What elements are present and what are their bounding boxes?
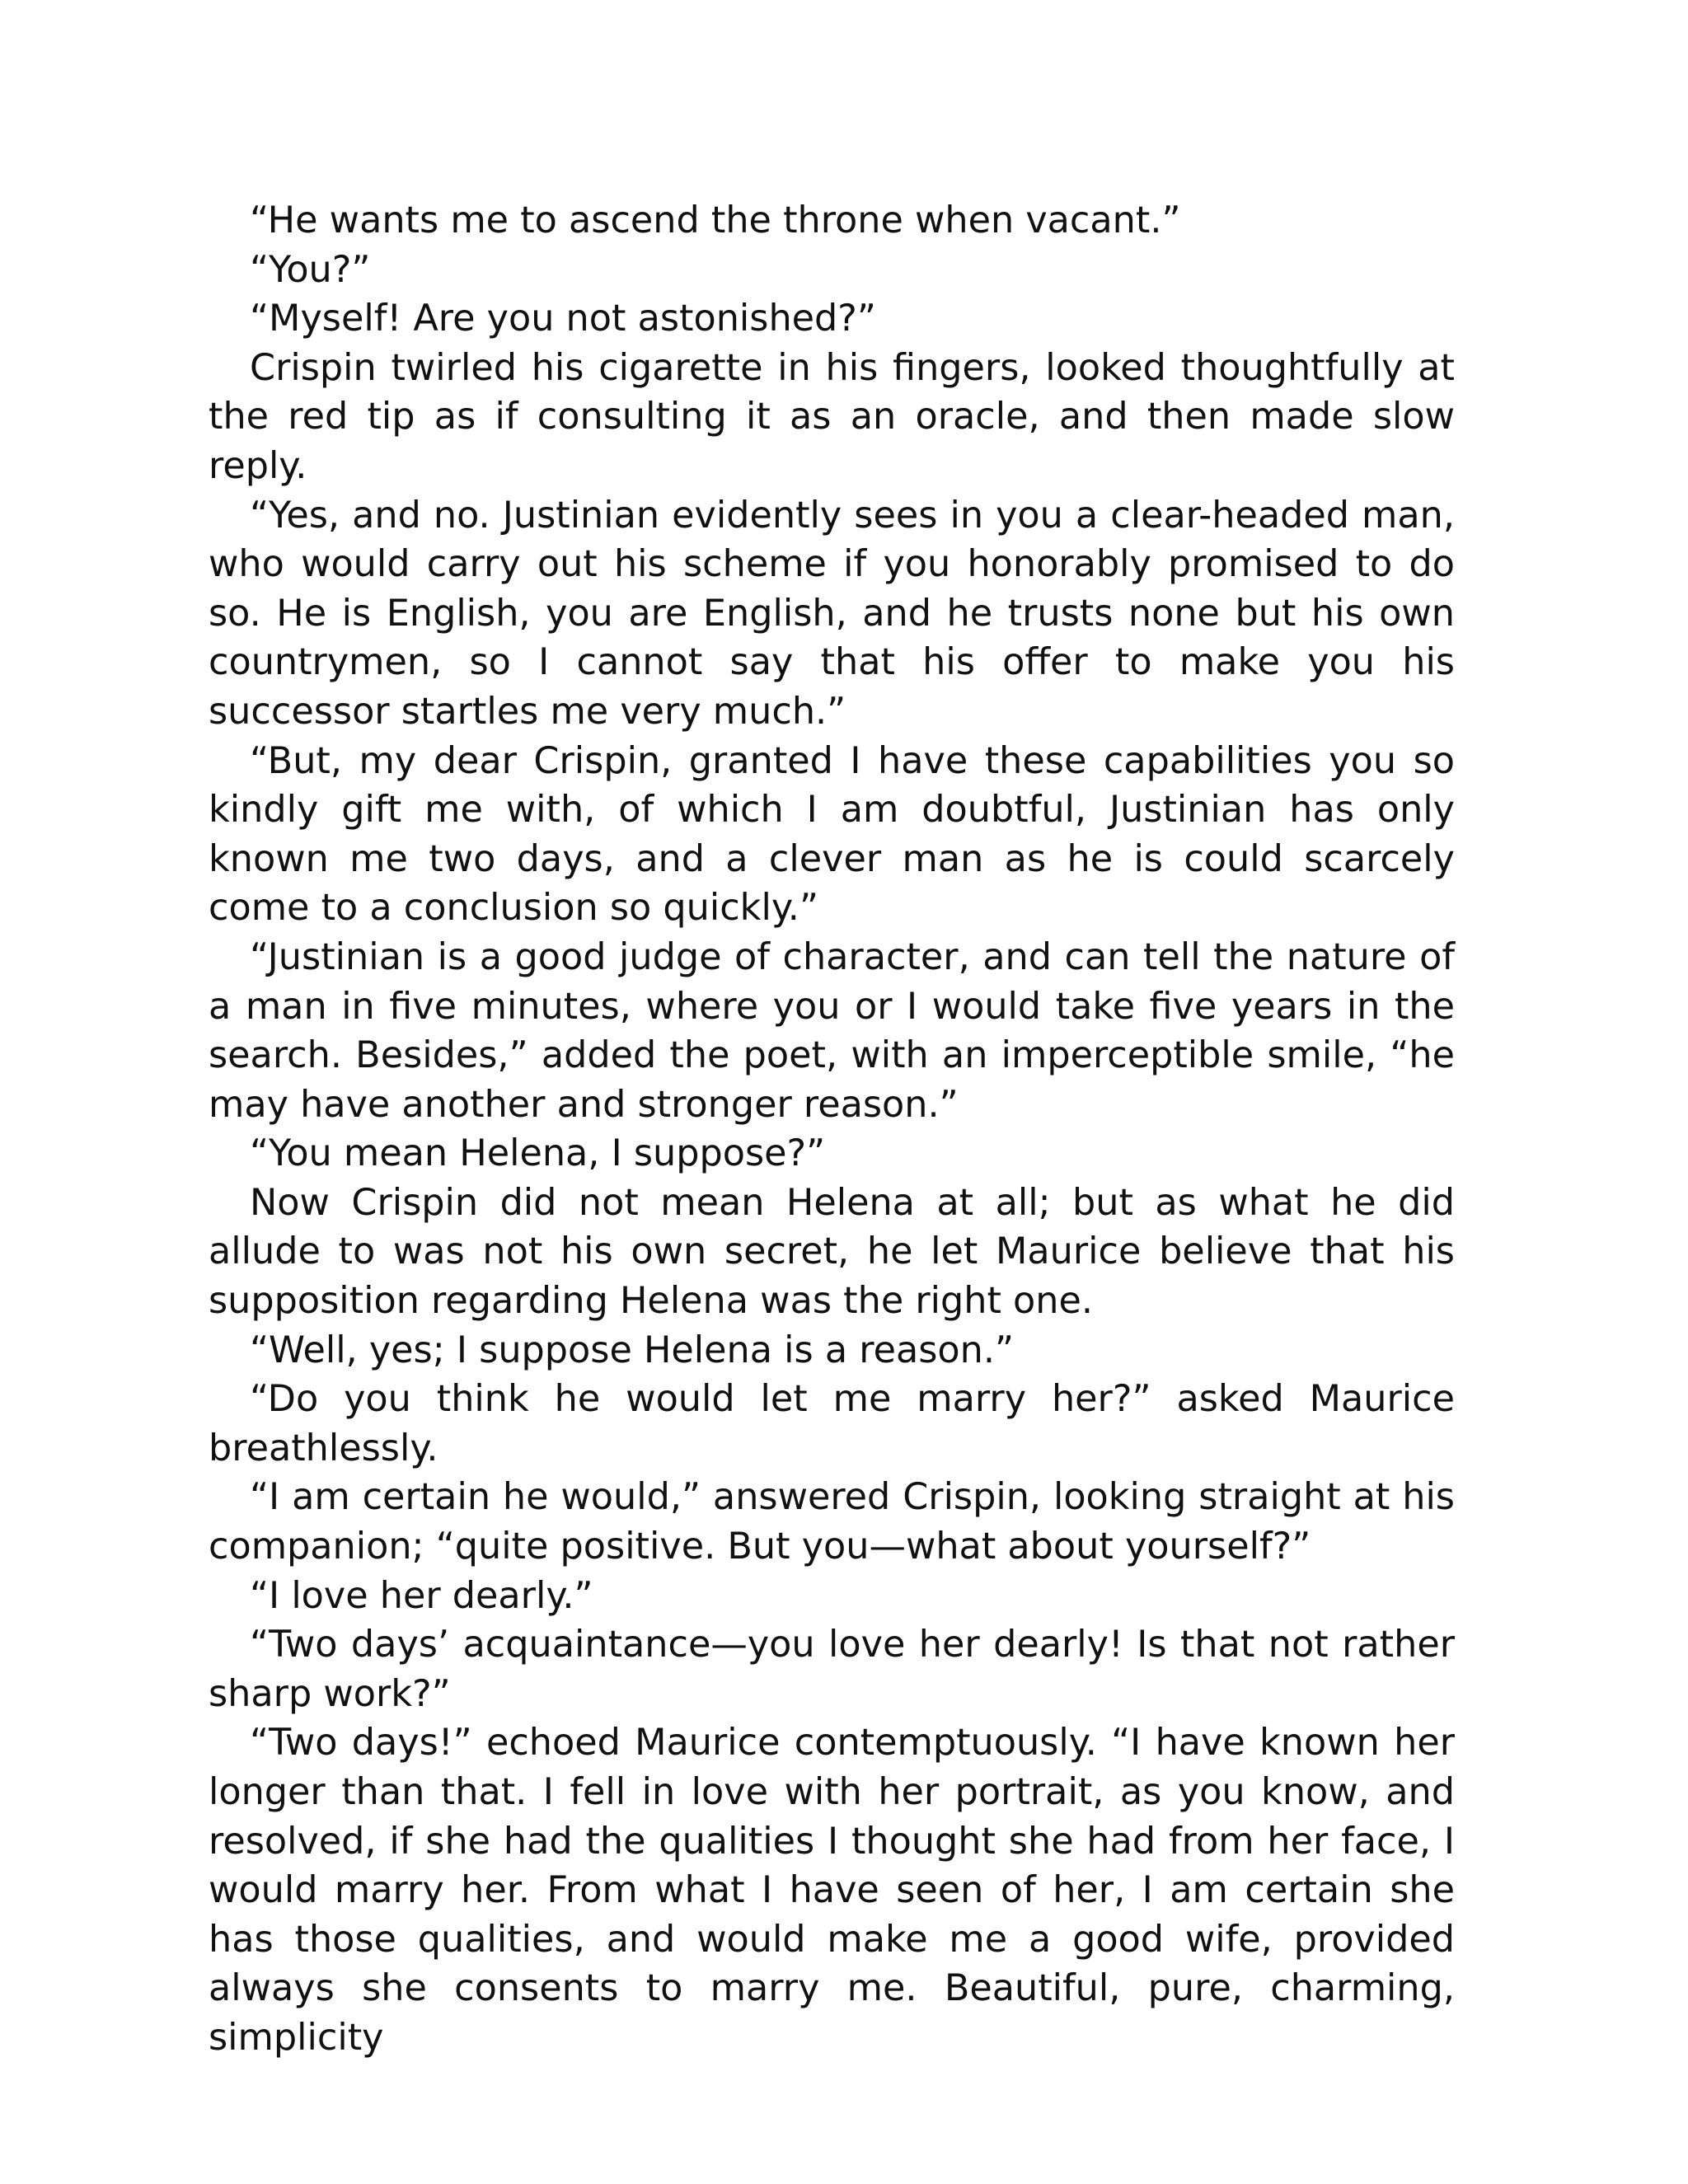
- paragraph: “Well, yes; I suppose Helena is a reason.”: [250, 1329, 1015, 1371]
- paragraph: “You?”: [250, 248, 371, 291]
- paragraph: “Myself! Are you not astonished?”: [250, 298, 876, 340]
- paragraph: “Yes, and no. Justinian evidently sees in you a clear-headed man, who would carry out his scheme if you honorably promised to do so. He is English, you are English, and he trusts none but his own countrymen, so I cannot say that his offer to make you his successor startles me very much.”: [209, 494, 1455, 733]
- paragraph: “But, my dear Crispin, granted I have these capabilities you so kindly gift me with, of which I am doubtful, Justinian has only known me two days, and a clever man as he is could scarcely come to a conclusion so quickly.”: [209, 739, 1455, 930]
- page-text: [209, 196, 1455, 2063]
- paragraph: “Justinian is a good judge of character, and can tell the nature of a man in five minutes, where you or I would take five years in the search. Besides,” added the poet, with an imperceptible smile, “he may have another and stronger reason.”: [209, 935, 1455, 1126]
- paragraph: “You mean Helena, I suppose?”: [250, 1132, 826, 1175]
- paragraph: “Two days’ acquaintance—you love her dearly! Is that not rather sharp work?”: [209, 1624, 1455, 1715]
- paragraph: “I am certain he would,” answered Crispin, looking straight at his companion; “quite positive. But you—what about yourself?”: [209, 1476, 1455, 1568]
- paragraph: “Two days!” echoed Maurice contemptuously. “I have known her longer than that. I fell in love with her portrait, as you know, and resolved, if she had the qualities I thought she had from her face, I would marry her. From what I have seen of her, I am certain she has those qualities, and would make me a good wife, provided always she consents to marry me. Beautiful, pure, charming, simplicity: [209, 1722, 1455, 2059]
- paragraph: Now Crispin did not mean Helena at all; but as what he did allude to was not his own secret, he let Maurice believe that his supposition regarding Helena was the right one.: [209, 1181, 1455, 1323]
- paragraph: Crispin twirled his cigarette in his fingers, looked thoughtfully at the red tip as if consulting it as an oracle, and then made slow reply.: [209, 346, 1455, 487]
- paragraph: “I love her dearly.”: [250, 1574, 593, 1617]
- paragraph: “He wants me to ascend the throne when vacant.”: [250, 199, 1181, 241]
- paragraph: “Do you think he would let me marry her?” asked Maurice breathlessly.: [209, 1378, 1455, 1469]
